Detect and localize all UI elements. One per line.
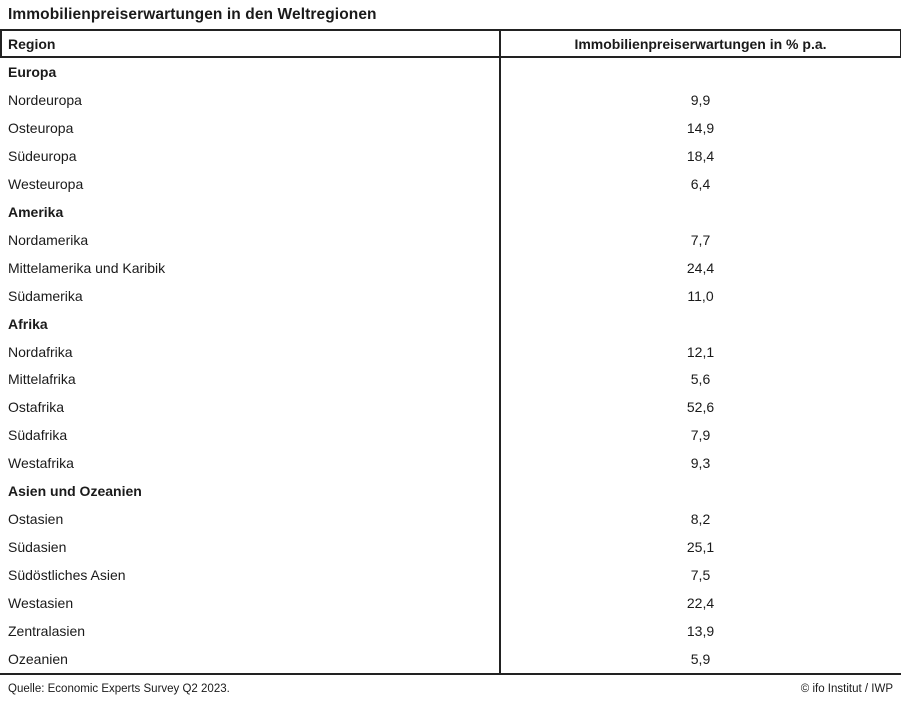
table-body xyxy=(0,58,901,673)
region-label: Nordafrika xyxy=(8,343,73,360)
value-cell: 11,0 xyxy=(687,287,714,304)
region-label: Mittelamerika und Karibik xyxy=(8,259,166,276)
section-row xyxy=(0,58,901,86)
value-cell: 25,1 xyxy=(686,539,715,556)
region-label: Südamerika xyxy=(8,287,83,304)
page-title: Immobilienpreiserwartungen in den Weltregionen xyxy=(8,6,377,23)
value-cell: 14,9 xyxy=(686,119,715,136)
value-cell: 24,4 xyxy=(686,259,715,276)
region-label: Ostasien xyxy=(8,511,64,528)
value-cell: 7,7 xyxy=(690,231,711,248)
value-cell: 8,2 xyxy=(690,511,711,528)
region-label: Nordamerika xyxy=(8,231,89,248)
value-cell: 7,5 xyxy=(690,567,711,584)
value-cell: 7,9 xyxy=(690,427,711,444)
column-header-expectations: Immobilienpreiserwartungen in % p.a. xyxy=(574,35,827,52)
table-row xyxy=(0,393,901,421)
value-cell: 18,4 xyxy=(686,147,715,164)
column-divider xyxy=(499,29,501,675)
region-label: Südafrika xyxy=(8,427,68,444)
value-cell: 9,3 xyxy=(690,455,711,472)
table-row xyxy=(0,505,901,533)
footer xyxy=(0,675,901,702)
value-cell: 52,6 xyxy=(686,399,715,416)
table-row xyxy=(0,589,901,617)
table-row xyxy=(0,645,901,673)
value-cell: 12,1 xyxy=(686,343,715,360)
region-label: Mittelafrika xyxy=(8,371,76,388)
table-row xyxy=(0,86,901,114)
region-label: Westeuropa xyxy=(8,175,84,192)
value-cell: 22,4 xyxy=(686,595,715,612)
table-row xyxy=(0,114,901,142)
value-cell: 13,9 xyxy=(686,623,715,640)
region-label: Asien und Ozeanien xyxy=(8,483,142,500)
region-label: Südöstliches Asien xyxy=(8,567,126,584)
region-label: Westasien xyxy=(8,595,74,612)
region-label: Ostafrika xyxy=(8,399,65,416)
region-label: Nordeuropa xyxy=(8,91,82,108)
table-row xyxy=(0,254,901,282)
section-row xyxy=(0,477,901,505)
section-row xyxy=(0,198,901,226)
value-cell: 6,4 xyxy=(690,175,711,192)
section-row xyxy=(0,310,901,338)
region-label: Amerika xyxy=(8,203,64,220)
region-label: Osteuropa xyxy=(8,119,74,136)
table-row xyxy=(0,561,901,589)
table-header-row xyxy=(0,31,901,56)
table-row xyxy=(0,533,901,561)
value-cell: 9,9 xyxy=(690,91,711,108)
copyright-note: © ifo Institut / IWP xyxy=(800,682,893,695)
column-header-region: Region xyxy=(8,35,56,52)
table-row xyxy=(0,282,901,310)
region-label: Ozeanien xyxy=(8,650,68,667)
table-row xyxy=(0,421,901,449)
table-row xyxy=(0,617,901,645)
region-label: Südeuropa xyxy=(8,147,77,164)
value-cell: 5,6 xyxy=(690,371,711,388)
table-row xyxy=(0,170,901,198)
table-row xyxy=(0,142,901,170)
source-note: Quelle: Economic Experts Survey Q2 2023. xyxy=(8,682,230,695)
region-label: Afrika xyxy=(8,315,48,332)
table-row xyxy=(0,365,901,393)
region-label: Zentralasien xyxy=(8,623,86,640)
region-label: Südasien xyxy=(8,539,67,556)
region-label: Westafrika xyxy=(8,455,74,472)
value-cell: 5,9 xyxy=(690,650,711,667)
table-row xyxy=(0,338,901,366)
table-row xyxy=(0,226,901,254)
region-label: Europa xyxy=(8,63,57,80)
table-row xyxy=(0,449,901,477)
